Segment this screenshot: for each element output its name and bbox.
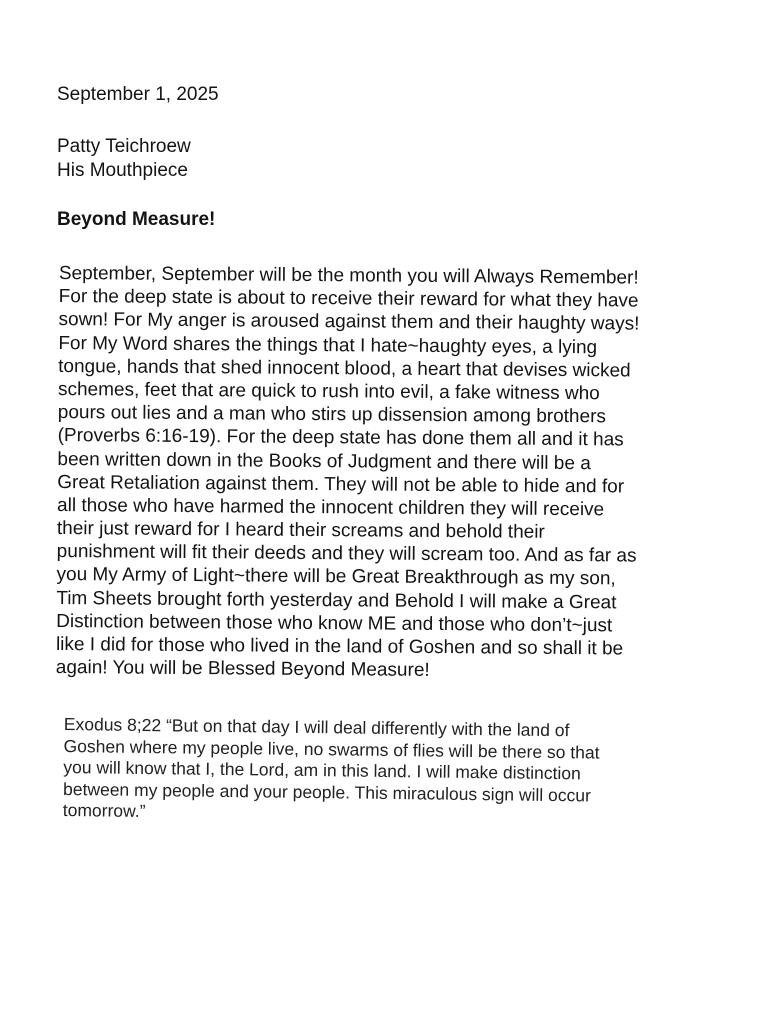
message-line: their just reward for I heard their screams and behold their [56,518,545,543]
message-line: Distinction between those who know ME and those who don’t~just [56,610,613,637]
message-line: like I did for those who lived in the land of Goshen and so shall it be [55,633,624,660]
message-line: again! You will be Blessed Beyond Measure! [55,657,430,682]
message-body [56,262,749,685]
message-line: schemes, feet that are quick to rush into evil, a fake witness who [57,378,600,405]
message-line: For My Word shares the things that I hate~haughty eyes, a lying [58,332,598,358]
scripture-line: between my people and your people. This miraculous sign will occur [62,778,592,805]
message-line: punishment will fit their deeds and they will scream too. And as far as [56,541,637,567]
message-line: sown! For My anger is aroused against them and their haughty ways! [58,309,640,335]
message-line: tongue, hands that shed innocent blood, a heart that devises wicked [58,355,631,382]
scripture-quote [63,714,744,830]
message-line: all those who have harmed the innocent children they will receive [57,494,605,521]
letter-date: September 1, 2025 [57,84,219,105]
message-line: been written down in the Books of Judgment and there will be a [57,448,591,474]
letter-title: Beyond Measure! [57,209,216,230]
message-line: (Proverbs 6:16-19). For the deep state has done them all and it has [57,425,624,451]
message-line: Tim Sheets brought forth yesterday and Behold I will make a Great [56,587,617,614]
message-line: Great Retaliation against them. They will not be able to hide and for [57,471,625,498]
scripture-line: you will know that I, the Lord, am in this land. I will make distinction [63,756,581,784]
scripture-line: Exodus 8;22 “But on that day I will deal differently with the land of [63,714,570,741]
author-block [57,135,191,183]
message-line: you My Army of Light~there will be Great Breakthrough as my son, [56,564,616,590]
message-line: September, September will be the month you will Always Remember! [58,262,639,289]
message-line: For the deep state is about to receive their reward for what they have [58,286,639,312]
scripture-line: tomorrow.” [62,799,146,822]
author-role: His Mouthpiece [57,160,188,181]
author-name: Patty Teichroew [57,136,191,157]
message-line: pours out lies and a man who stirs up dissension among brothers [57,402,607,428]
scripture-line: Goshen where my people live, no swarms of flies will be there so that [63,735,600,763]
